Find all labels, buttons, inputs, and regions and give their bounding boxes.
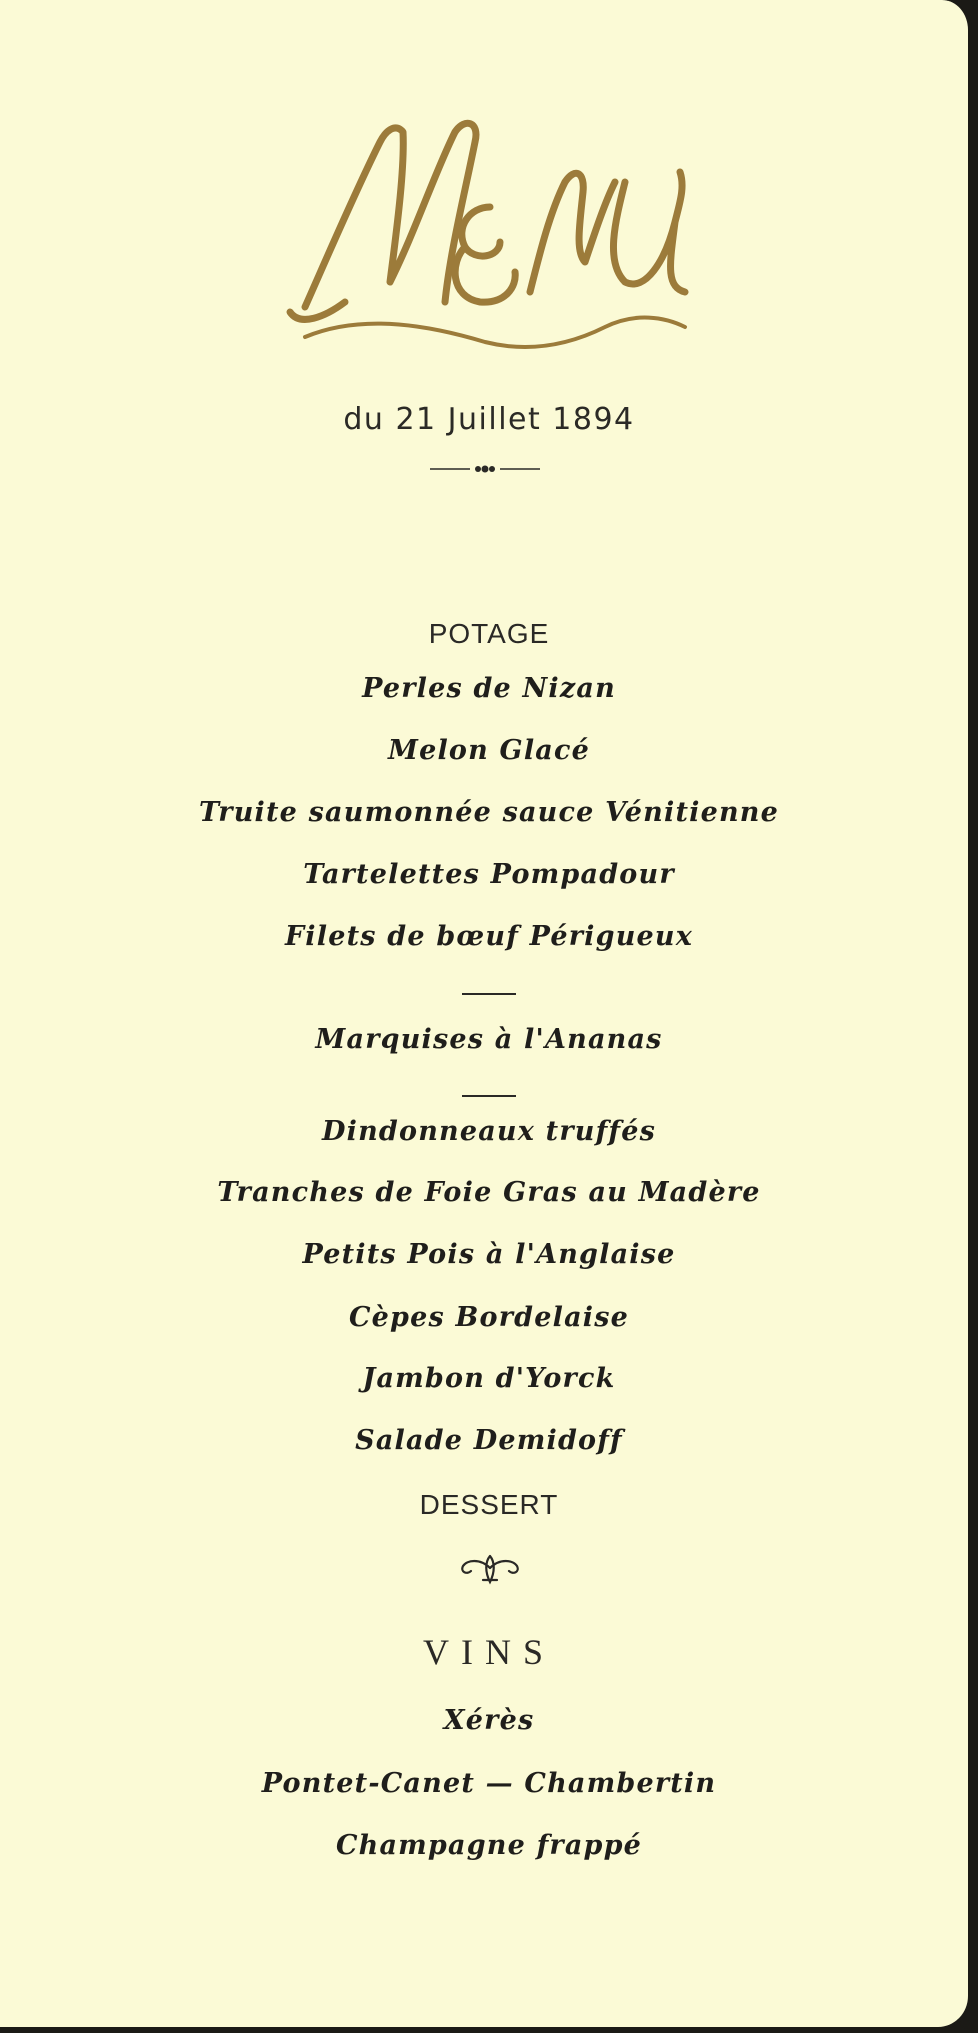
dish-item: Jambon d'Yorck [362,1363,616,1394]
wine-item: Champagne frappé [335,1830,643,1861]
dish-item: Cèpes Bordelaise [348,1302,630,1333]
wine-item: Pontet-Canet — Chambertin [261,1768,717,1799]
dish-item: Truite saumonnée sauce Vénitienne [198,797,780,828]
section-dessert: DESSERT [419,1489,559,1520]
course-divider [462,993,516,995]
dish-item: Petits Pois à l'Anglaise [302,1239,676,1270]
fleuron-ornament [455,1548,525,1588]
divider-ornament [430,461,540,477]
dish-item: Marquises à l'Ananas [315,1024,663,1055]
wines-title: VINS [422,1632,555,1672]
dish-item: Melon Glacé [388,735,590,766]
dish-item: Salade Demidoff [355,1425,623,1456]
wine-item: Xérès [443,1705,535,1736]
dish-item: Tranches de Foie Gras au Madère [217,1177,761,1208]
menu-date: du 21 Juillet 1894 [343,402,635,437]
dish-item: Tartelettes Pompadour [303,859,675,890]
dish-item: Dindonneaux truffés [322,1116,656,1147]
course-divider [462,1095,516,1097]
dish-item: Filets de bœuf Périgueux [284,921,694,952]
dish-item: Perles de Nizan [362,673,616,704]
menu-monogram-logo [285,112,695,352]
section-potage: POTAGE [428,618,550,649]
